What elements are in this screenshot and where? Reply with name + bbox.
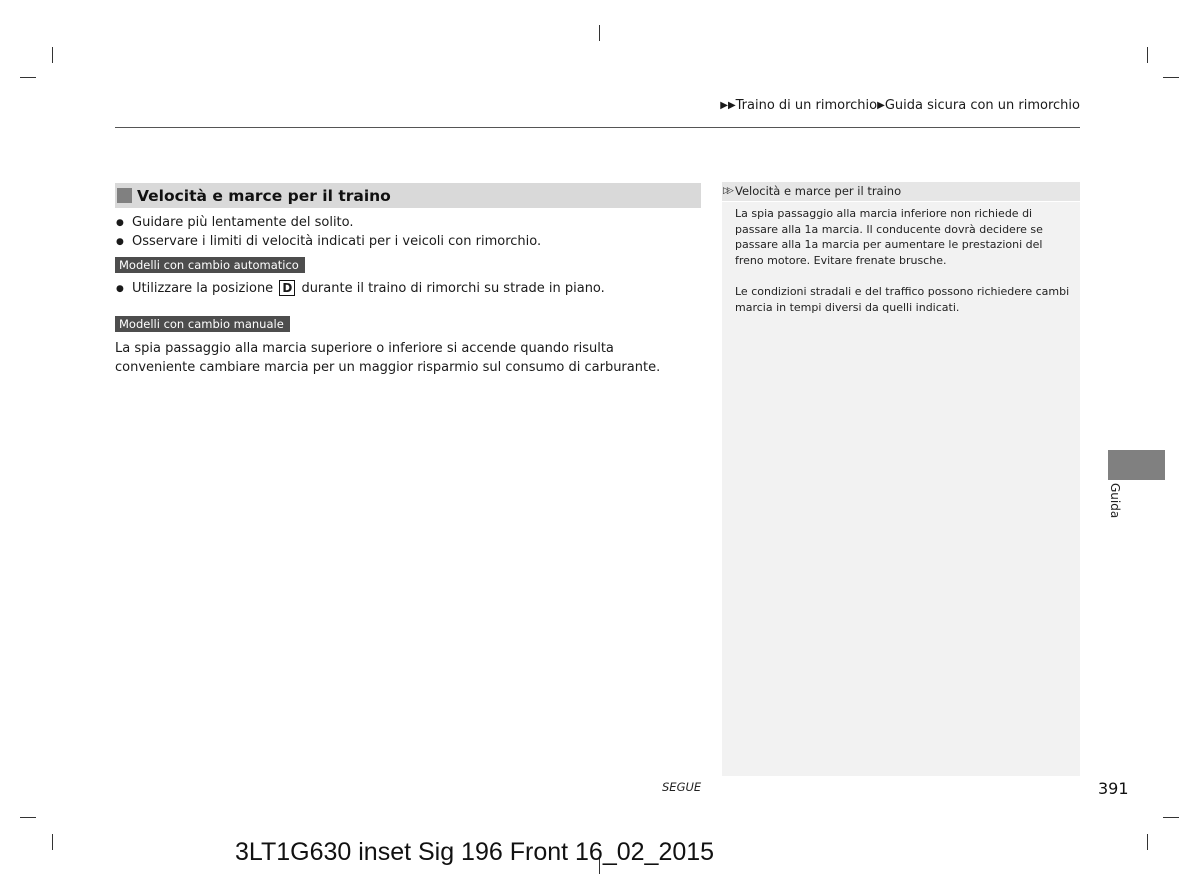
- section-heading: [115, 183, 701, 208]
- page-number: 391: [1098, 779, 1129, 798]
- crop-mark: [20, 817, 36, 818]
- double-arrow-icon: ▶▶: [720, 100, 736, 111]
- sidebar-note: [722, 182, 1080, 776]
- breadcrumb-item-trailer[interactable]: Traino di un rimorchio: [735, 98, 878, 113]
- automatic-models-tag: Modelli con cambio automatico: [115, 257, 305, 273]
- manual-paragraph: La spia passaggio alla marcia superiore o inferiore si accende quando risulta conveniente cambiare marcia per un maggior risparmio sul consumo di carburante.: [115, 341, 661, 375]
- chapter-thumb-label: Guida: [1108, 483, 1122, 519]
- breadcrumb: [720, 98, 1080, 113]
- bullet-icon: ●: [116, 237, 124, 247]
- crop-mark: [1163, 77, 1179, 78]
- header-divider: [115, 127, 1080, 128]
- crop-mark: [599, 25, 600, 41]
- sidebar-title: Velocità e marce per il traino: [735, 184, 902, 198]
- double-chevron-icon: ▷▷: [723, 186, 731, 196]
- bullet-icon: ●: [116, 218, 124, 228]
- crop-mark: [1163, 817, 1179, 818]
- sidebar-paragraph: La spia passaggio alla marcia inferiore non richiede di passare alla 1a marcia. Il conducente dovrà decidere se passare alla 1a marcia per aumentare le prestazioni del freno motore. Evitare frenate brusche.: [735, 207, 1043, 267]
- manual-models-tag: Modelli con cambio manuale: [115, 316, 290, 332]
- sidebar-divider: [722, 201, 1080, 202]
- section-title: Velocità e marce per il traino: [137, 186, 391, 205]
- crop-mark: [52, 834, 53, 850]
- list-item: ● Osservare i limiti di velocità indicati per i veicoli con rimorchio.: [116, 234, 542, 249]
- print-code: 3LT1G630 inset Sig 196 Front 16_02_2015: [235, 838, 715, 866]
- arrow-icon: ▶: [877, 100, 885, 111]
- crop-mark: [1147, 47, 1148, 63]
- sidebar-heading: [722, 182, 1080, 201]
- sidebar-paragraph: Le condizioni stradali e del traffico possono richiedere cambi marcia in tempi diversi da quelli indicati.: [735, 285, 1070, 314]
- breadcrumb-item-safe-driving[interactable]: Guida sicura con un rimorchio: [884, 98, 1080, 113]
- list-item: ● Utilizzare la posizione D durante il traino di rimorchi su strade in piano.: [116, 281, 605, 296]
- bullet-icon: ●: [116, 284, 124, 294]
- continued-label: SEGUE: [662, 780, 702, 794]
- crop-mark: [52, 47, 53, 63]
- crop-mark: [1147, 834, 1148, 850]
- crop-mark: [20, 77, 36, 78]
- list-item: ● Guidare più lentamente del solito.: [116, 215, 354, 230]
- square-bullet-icon: [117, 188, 132, 203]
- chapter-thumb-tab[interactable]: [1108, 450, 1165, 480]
- gear-d-icon: D: [279, 280, 295, 296]
